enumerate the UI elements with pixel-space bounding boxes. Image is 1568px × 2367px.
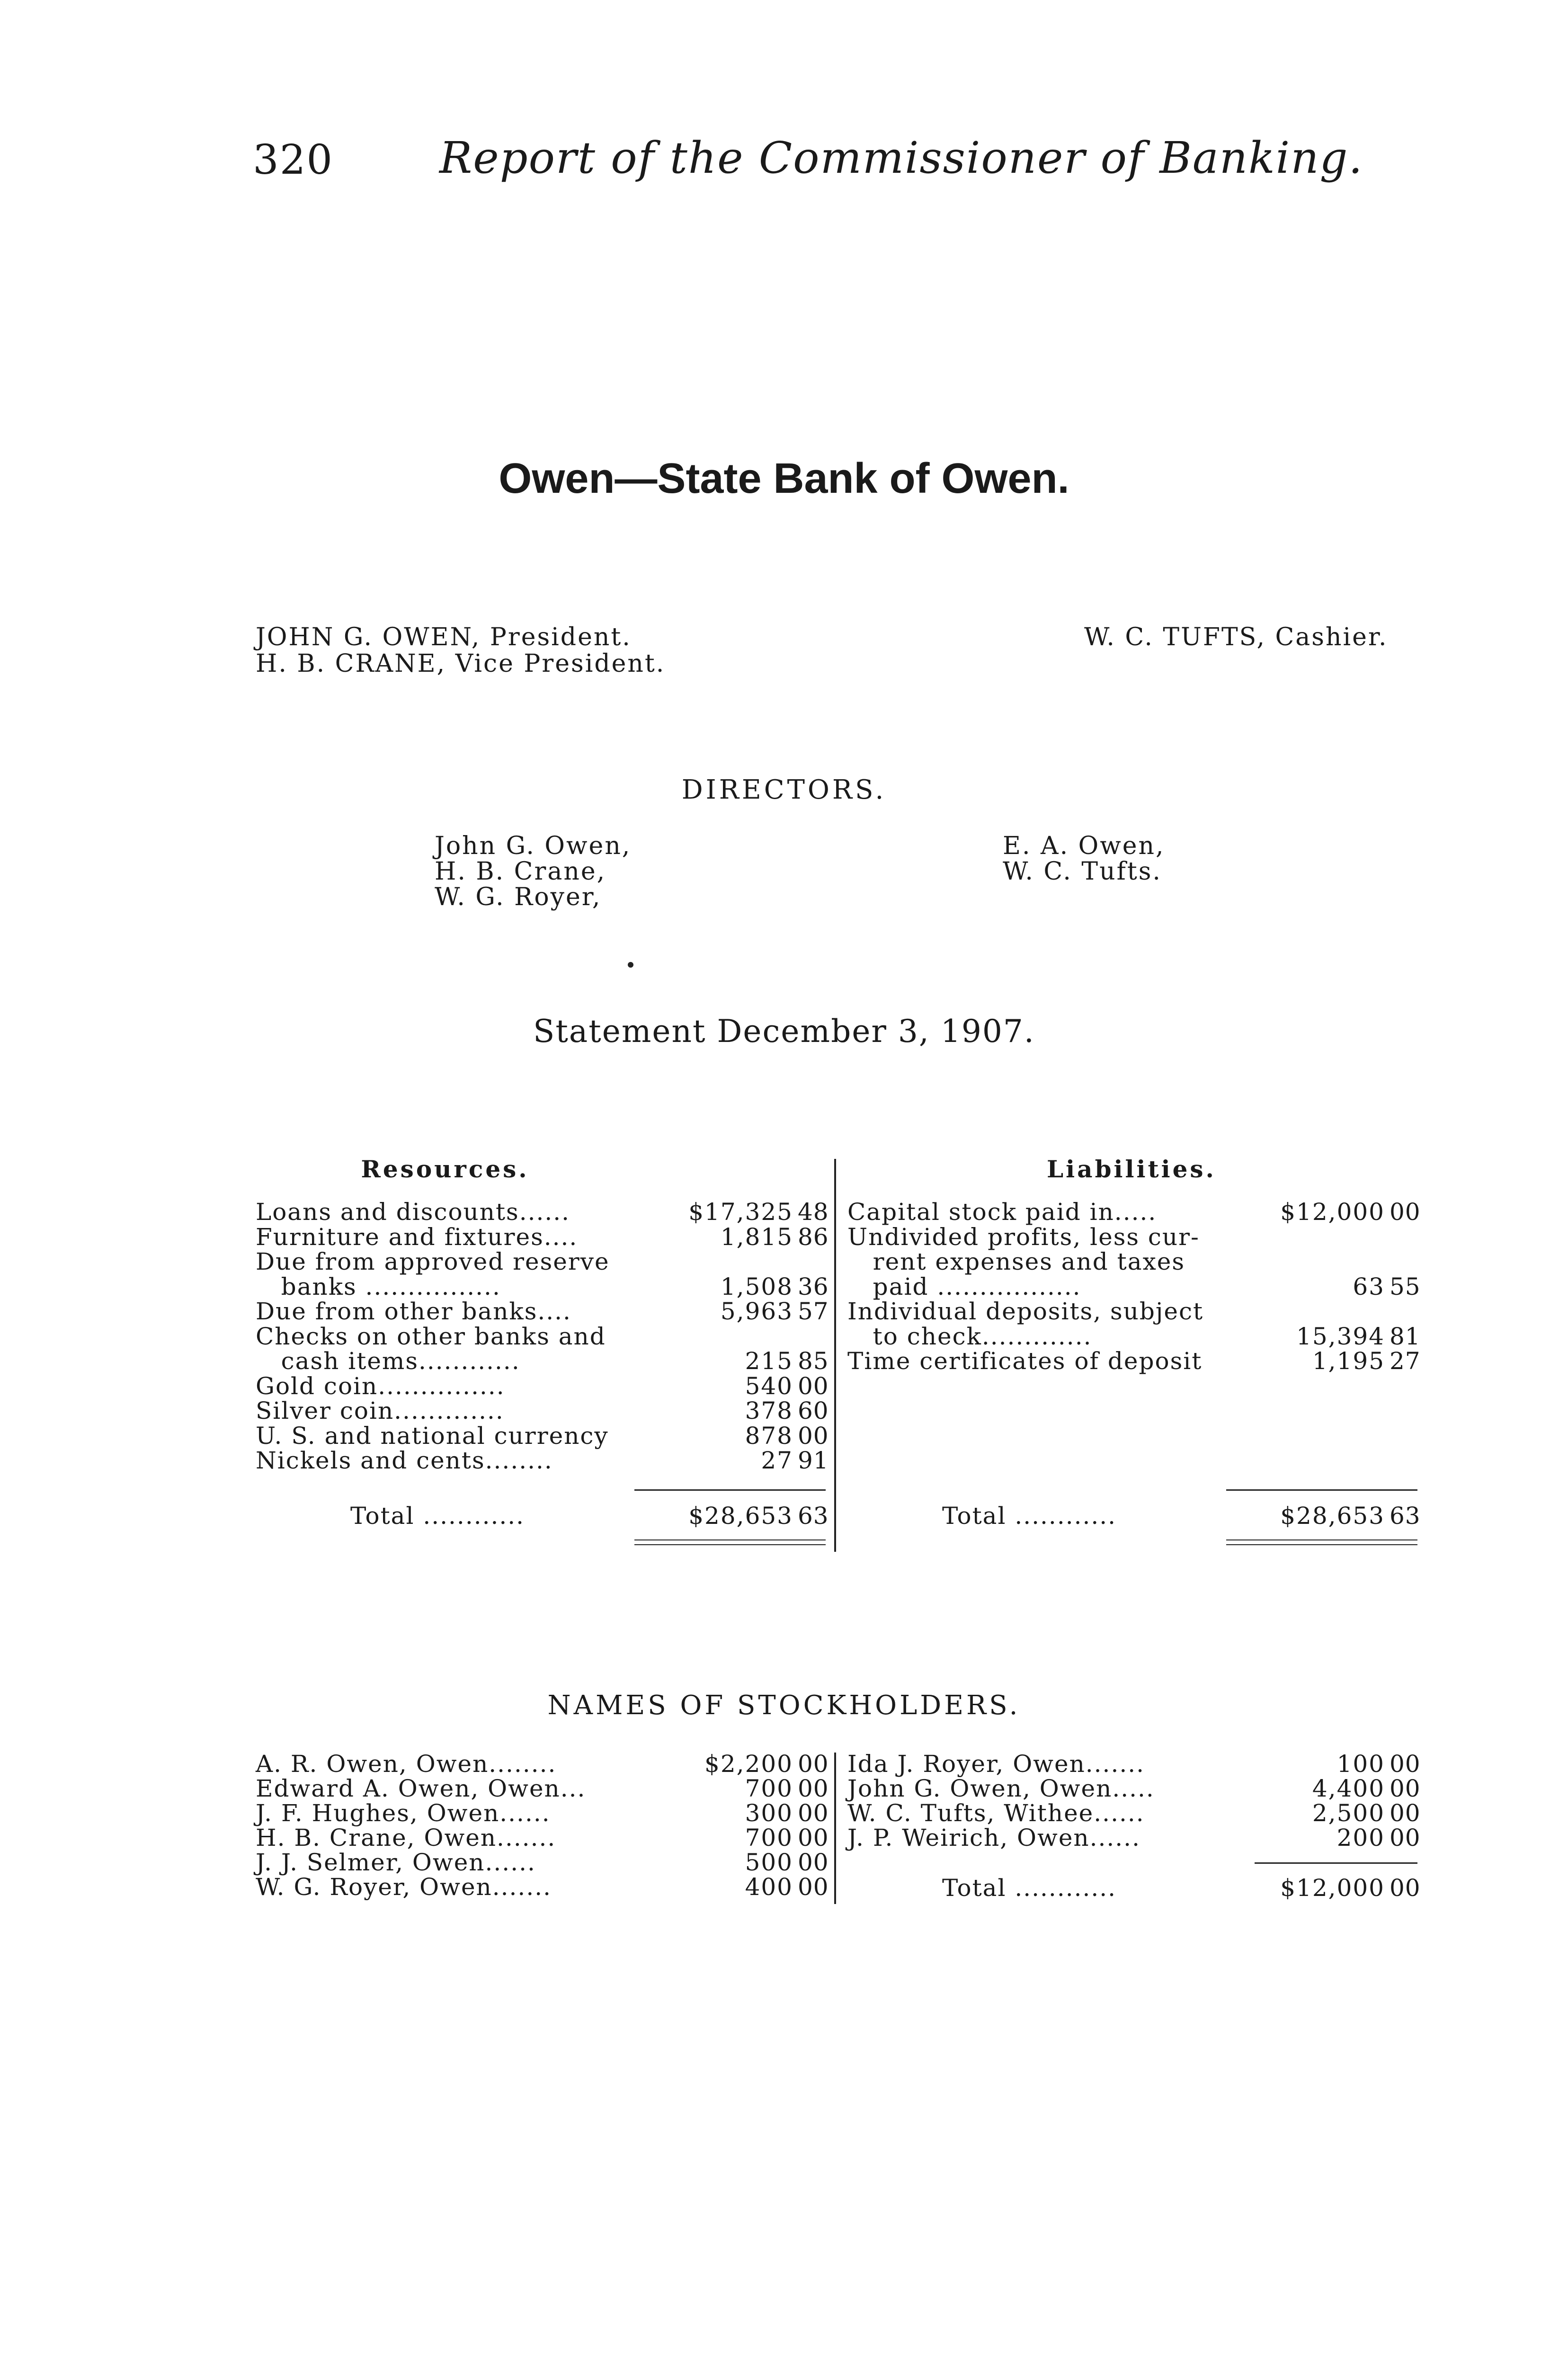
director-item: W. C. Tufts. — [1003, 857, 1162, 886]
row-label: Time certificates of deposit — [847, 1347, 1203, 1375]
resources-row — [256, 1448, 829, 1473]
row-dollars: 15,394 — [1296, 1322, 1385, 1350]
row-cents: 00 — [1390, 1824, 1421, 1851]
row-cents: 91 — [798, 1447, 829, 1474]
stockholder-row — [847, 1752, 1420, 1776]
row-label: Due from approved reserve — [256, 1248, 610, 1275]
liabilities-row — [847, 1249, 1420, 1274]
row-label: Ida J. Royer, Owen....... — [847, 1750, 1145, 1778]
row-label: Undivided profits, less cur- — [847, 1223, 1200, 1251]
row-dollars: 1,195 — [1312, 1347, 1385, 1375]
stockholder-row — [256, 1825, 829, 1850]
row-label: Silver coin............. — [256, 1397, 504, 1424]
row-label: paid ................. — [847, 1272, 1081, 1300]
row-dollars: 215 — [745, 1347, 793, 1375]
row-label: J. F. Hughes, Owen...... — [256, 1799, 551, 1827]
page-number: 320 — [253, 136, 334, 184]
resources-total-row — [256, 1504, 829, 1528]
liabilities-row — [847, 1225, 1420, 1249]
bullet-mark — [628, 962, 633, 968]
director-item: H. B. Crane, — [435, 857, 606, 886]
row-dollars: 878 — [745, 1422, 793, 1450]
row-dollars: 300 — [745, 1799, 793, 1827]
row-dollars: 5,963 — [720, 1298, 793, 1325]
stockholders-total-row — [847, 1876, 1420, 1900]
stockholder-row — [256, 1801, 829, 1825]
row-label: A. R. Owen, Owen........ — [256, 1750, 557, 1778]
row-cents: 00 — [798, 1750, 829, 1778]
row-label: W. G. Royer, Owen....... — [256, 1873, 552, 1901]
officers-right — [1084, 624, 1388, 650]
officer-vice-president: H. B. CRANE, Vice President. — [256, 650, 666, 678]
liabilities-total-rule — [1226, 1489, 1417, 1491]
row-label: H. B. Crane, Owen....... — [256, 1824, 556, 1851]
row-label: Individual deposits, subject — [847, 1298, 1204, 1325]
resources-total-dollars: $28,653 — [688, 1502, 793, 1530]
liabilities-total-cents: 63 — [1390, 1502, 1421, 1530]
resources-row — [256, 1424, 829, 1448]
stockholder-row — [256, 1776, 829, 1801]
row-cents: 86 — [798, 1223, 829, 1251]
row-label: cash items............ — [256, 1347, 520, 1375]
stockholders-total-cents: 00 — [1390, 1874, 1421, 1902]
row-dollars: 1,508 — [720, 1272, 793, 1300]
liabilities-row — [847, 1200, 1420, 1224]
row-cents: 00 — [1390, 1750, 1421, 1778]
row-cents: 36 — [798, 1272, 829, 1300]
director-item: W. G. Royer, — [435, 883, 602, 911]
row-dollars: $12,000 — [1280, 1198, 1385, 1226]
resources-row — [256, 1299, 829, 1324]
row-cents: 55 — [1390, 1272, 1421, 1300]
row-dollars: 200 — [1336, 1824, 1385, 1851]
row-label: W. C. Tufts, Withee...... — [847, 1799, 1145, 1827]
row-label: U. S. and national currency — [256, 1422, 609, 1450]
row-cents: 00 — [1390, 1775, 1421, 1802]
row-cents: 00 — [1390, 1799, 1421, 1827]
liabilities-row — [847, 1324, 1420, 1349]
row-dollars: 700 — [745, 1824, 793, 1851]
liabilities-double-rule-1 — [1226, 1539, 1417, 1540]
row-cents: 00 — [798, 1422, 829, 1450]
row-dollars: $2,200 — [704, 1750, 793, 1778]
row-label: Edward A. Owen, Owen... — [256, 1775, 586, 1802]
stockholders-total-dollars: $12,000 — [1280, 1874, 1385, 1902]
director-item: John G. Owen, — [435, 832, 632, 860]
liabilities-heading: Liabilities. — [1047, 1155, 1216, 1183]
resources-heading: Resources. — [361, 1155, 529, 1183]
resources-row — [256, 1200, 829, 1224]
row-cents: 00 — [1390, 1198, 1421, 1226]
liabilities-row — [847, 1349, 1420, 1373]
row-label: Furniture and fixtures.... — [256, 1223, 578, 1251]
officer-cashier: W. C. TUFTS, Cashier. — [1084, 623, 1388, 651]
liabilities-double-rule-2 — [1226, 1544, 1417, 1545]
row-label: to check............. — [847, 1322, 1092, 1350]
row-dollars: 4,400 — [1312, 1775, 1385, 1802]
statement-title: Statement December 3, 1907. — [533, 1013, 1035, 1050]
stockholders-total-label: Total ............ — [942, 1874, 1117, 1902]
row-dollars: 500 — [745, 1849, 793, 1876]
resources-row — [256, 1324, 829, 1349]
row-dollars: 63 — [1353, 1272, 1385, 1300]
row-dollars: 378 — [745, 1397, 793, 1424]
liabilities-total-dollars: $28,653 — [1280, 1502, 1385, 1530]
stockholder-row — [847, 1825, 1420, 1850]
row-cents: 00 — [798, 1799, 829, 1827]
liabilities-total-label: Total ............ — [942, 1502, 1117, 1530]
row-label: Gold coin............... — [256, 1372, 505, 1400]
row-dollars: 27 — [761, 1447, 793, 1474]
officer-president: JOHN G. OWEN, President. — [256, 623, 632, 651]
stockholder-row — [256, 1875, 829, 1899]
row-label: Checks on other banks and — [256, 1322, 606, 1350]
row-cents: 27 — [1390, 1347, 1421, 1375]
row-cents: 85 — [798, 1347, 829, 1375]
directors-heading: DIRECTORS. — [681, 774, 887, 805]
row-dollars: $17,325 — [688, 1198, 793, 1226]
row-dollars: 100 — [1336, 1750, 1385, 1778]
row-cents: 00 — [798, 1775, 829, 1802]
resources-double-rule-2 — [634, 1544, 826, 1545]
row-label: Loans and discounts...... — [256, 1198, 570, 1226]
row-cents: 57 — [798, 1298, 829, 1325]
directors-left — [435, 833, 631, 910]
row-label: Nickels and cents........ — [256, 1447, 553, 1474]
row-label: J. J. Selmer, Owen...... — [256, 1849, 536, 1876]
bank-title: Owen—State Bank of Owen. — [499, 455, 1069, 502]
resources-row — [256, 1374, 829, 1398]
directors-right — [1003, 833, 1165, 884]
director-item: E. A. Owen, — [1003, 832, 1165, 860]
row-cents: 81 — [1390, 1322, 1421, 1350]
liabilities-row — [847, 1274, 1420, 1299]
resources-row — [256, 1349, 829, 1373]
row-dollars: 700 — [745, 1775, 793, 1802]
stockholder-row — [256, 1850, 829, 1875]
row-cents: 00 — [798, 1849, 829, 1876]
row-dollars: 2,500 — [1312, 1799, 1385, 1827]
row-cents: 00 — [798, 1372, 829, 1400]
stockholder-row — [847, 1776, 1420, 1801]
row-cents: 60 — [798, 1397, 829, 1424]
resources-row — [256, 1225, 829, 1249]
running-title: Report of the Commissioner of Banking. — [439, 133, 1363, 183]
row-dollars: 540 — [745, 1372, 793, 1400]
resources-row — [256, 1249, 829, 1274]
row-label: banks ................ — [256, 1272, 501, 1300]
row-dollars: 1,815 — [720, 1223, 793, 1251]
stockholders-total-rule — [1255, 1862, 1417, 1864]
resources-total-cents: 63 — [798, 1502, 829, 1530]
row-cents: 48 — [798, 1198, 829, 1226]
row-cents: 00 — [798, 1873, 829, 1901]
row-label: Capital stock paid in..... — [847, 1198, 1157, 1226]
resources-row — [256, 1274, 829, 1299]
statement-divider — [834, 1159, 836, 1552]
liabilities-row — [847, 1299, 1420, 1324]
stockholders-heading: NAMES OF STOCKHOLDERS. — [547, 1690, 1021, 1721]
resources-double-rule-1 — [634, 1539, 826, 1540]
stockholders-divider — [834, 1753, 836, 1904]
row-label: rent expenses and taxes — [847, 1248, 1185, 1275]
row-dollars: 400 — [745, 1873, 793, 1901]
officers-left — [256, 624, 665, 677]
stockholder-row — [847, 1801, 1420, 1825]
row-label: John G. Owen, Owen..... — [847, 1775, 1155, 1802]
row-cents: 00 — [798, 1824, 829, 1851]
resources-total-label: Total ............ — [350, 1502, 525, 1530]
resources-total-rule — [634, 1489, 826, 1491]
resources-row — [256, 1398, 829, 1423]
row-label: J. P. Weirich, Owen...... — [847, 1824, 1140, 1851]
stockholder-row — [256, 1752, 829, 1776]
row-label: Due from other banks.... — [256, 1298, 571, 1325]
liabilities-total-row — [847, 1504, 1420, 1528]
